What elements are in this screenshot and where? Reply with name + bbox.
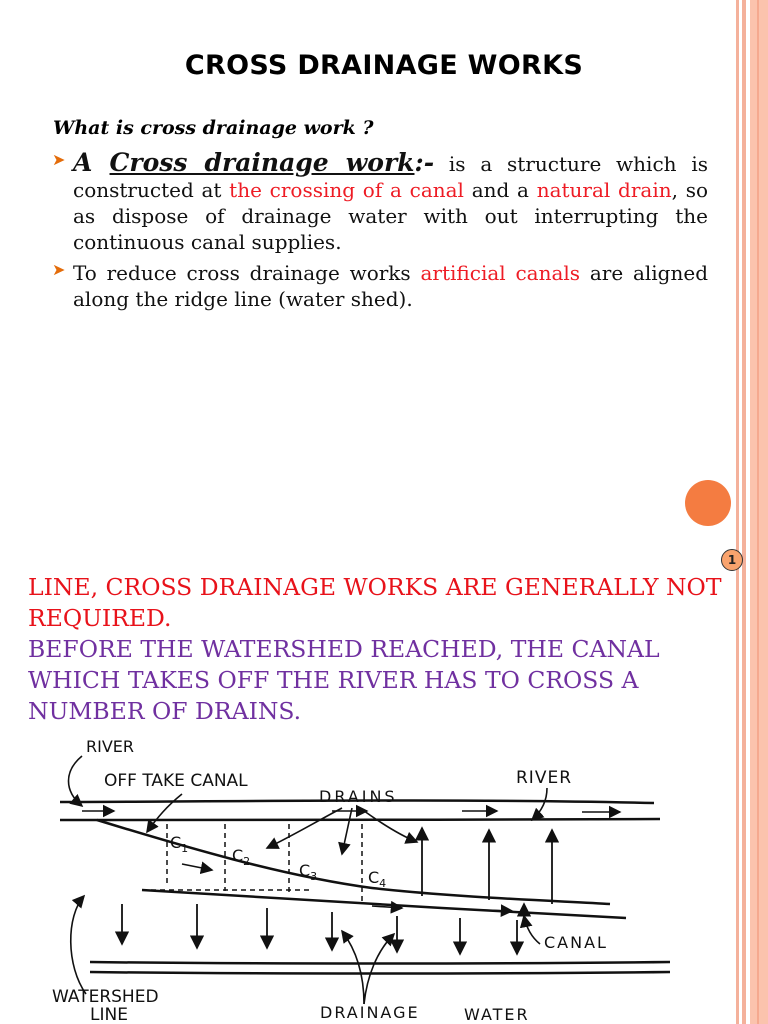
bullet-text: To reduce cross drainage works — [73, 261, 421, 285]
arrow-bullet-icon: ➤ — [52, 260, 66, 279]
label-line: LINE — [90, 1005, 128, 1024]
border-stripe — [736, 0, 739, 1024]
cross-drainage-diagram — [42, 736, 682, 1024]
label-c2: $C_2$ — [232, 846, 251, 868]
label-c4: $C_4$ — [368, 868, 387, 890]
label-drains: DRAINS — [319, 787, 398, 806]
bullet-ridge-line — [52, 260, 708, 312]
border-stripe — [742, 0, 746, 1024]
term-prefix: A — [73, 148, 110, 177]
label-off-take-canal: OFF TAKE CANAL — [104, 771, 248, 791]
label-c1: $C_1$ — [170, 833, 189, 855]
highlight-text: natural drain — [536, 178, 672, 202]
label-drainage: DRAINAGE — [320, 1003, 420, 1022]
bullet-definition — [52, 150, 708, 255]
bullet-text: are aligned along the ridge line (water shed). — [73, 261, 708, 311]
label-river-right: RIVER — [516, 768, 573, 788]
border-stripe — [757, 0, 759, 1024]
label-watershed: WATERSHED — [52, 987, 159, 1007]
label-river-top: RIVER — [86, 737, 135, 756]
decorative-circle — [685, 480, 731, 526]
border-stripe — [750, 0, 768, 1024]
term-cross-drainage-work: Cross drainage work — [109, 148, 415, 177]
page-number-badge: 1 — [721, 549, 743, 571]
question-heading: What is cross drainage work ? — [53, 117, 374, 139]
highlight-text: artificial canals — [420, 261, 581, 285]
label-canal: CANAL — [544, 933, 608, 952]
note-purple: BEFORE THE WATERSHED REACHED, THE CANAL WHICH TAKES OFF THE RIVER HAS TO CROSS A NUMBER OF DRAINS. — [28, 635, 660, 725]
note-red: LINE, CROSS DRAINAGE WORKS ARE GENERALLY NOT REQUIRED. — [28, 573, 722, 632]
bullet-list — [52, 150, 708, 312]
highlight-text: the crossing of a canal — [229, 178, 464, 202]
slide-title: CROSS DRAINAGE WORKS — [184, 50, 584, 81]
bullet-text: is a structure which is constructed at — [73, 152, 708, 202]
flow-arrow — [482, 910, 512, 911]
label-c3: $C_3$ — [299, 861, 318, 883]
bullet-text: , so as dispose of drainage water with out interrupting the continuous canal supplies. — [73, 178, 709, 254]
term-suffix: :- — [414, 148, 435, 177]
arrow-bullet-icon: ➤ — [52, 150, 66, 169]
bullet-text: and a — [463, 178, 537, 202]
label-water: WATER — [464, 1005, 530, 1024]
river-bank-bottom — [60, 819, 660, 820]
